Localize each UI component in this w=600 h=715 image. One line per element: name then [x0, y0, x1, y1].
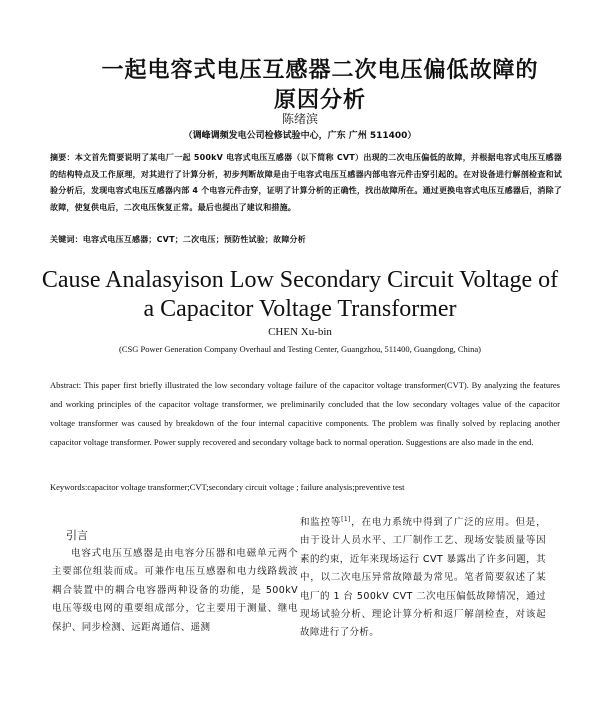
- right-column-text-start: 和监控等: [300, 517, 342, 528]
- english-affiliation: (CSG Power Generation Company Overhaul and Testing Center, Guangzhou, 511400, Guangdong, China): [119, 344, 481, 354]
- body-left-column: 电容式电压互感器是由电容分压器和电磁单元两个主要部位组装而成。可兼作电压互感器和电力线路载波耦合装置中的耦合电容器两种设备的功能，是 500kV 电压等级电网的重要组成部分，它主要用于测量、继电保护、同步检测、远距离通信、遥测: [52, 548, 298, 633]
- body-right-column: [300, 514, 546, 643]
- english-abstract-text: This paper first briefly illustrated the low secondary voltage failure of the capacitor voltage transformer(CVT). By analyzing the features and working principles of the capacitor voltage transformer, we preliminarily concluded that the low secondary voltages value of the capacitor voltage transformer was caused by breakdown of the four internal capacitive components. The problem was finally solved by replacing another capacitor voltage transformer. Power supply recovered and secondary voltage back to normal operation. Suggestions are also made in the end.: [50, 380, 560, 447]
- citation-ref: [1]: [341, 515, 351, 523]
- chinese-keywords-label: 关键词：: [50, 235, 83, 244]
- chinese-author: 陈绪滨: [281, 112, 318, 126]
- chinese-abstract-text: 本文首先简要说明了某电厂一起 500kV 电容式电压互感器（以下简称 CVT）出现的二次电压偏低的故障，并根据电容式电压互感器的结构特点及工作原理，对其进行了计算分析，初步判断故障是由于电容式电压互感器内部电容元件击穿引起的。在对设备进行解剖检查和试验分析后，发现电容式电压互感器内部 4 个电容元件击穿，证明了计算分析的正确性，找出故障所在。通过更换电容式电压互感器后，消除了故障，使复供电后，二次电压恢复正常。最后也提出了建议和措施。: [50, 153, 562, 212]
- english-title-line-1: Cause Analasyison Low Secondary Circuit Voltage of: [41, 267, 559, 293]
- chinese-affiliation: （调峰调频发电公司检修试验中心，广东 广州 511400）: [183, 131, 417, 141]
- english-title-line-2: a Capacitor Voltage Transformer: [143, 296, 457, 322]
- english-abstract: [50, 376, 560, 452]
- chinese-title-line-1: 一起电容式电压互感器二次电压偏低故障的: [101, 58, 539, 83]
- chinese-keywords-text: 电容式电压互感器；CVT；二次电压；预防性试验；故障分析: [82, 235, 306, 244]
- right-column-text-rest: ，在电力系统中得到了广泛的应用。但是，由于设计人员水平、工厂制作工艺、现场安装质量等因素的约束，近年来现场运行 CVT 暴露出了许多问题，其中，以二次电压异常故障最为常见。笔者简要叙述了某电厂的 1 台 500kV CVT 二次电压偏低故障情况，通过现场试验分析、理论计算分析和返厂解剖检查，对该起故障进行了分析。: [300, 517, 546, 639]
- chinese-abstract-label: 摘要：: [50, 153, 75, 162]
- section-heading-introduction: 引言: [66, 529, 88, 542]
- english-title: [20, 266, 580, 324]
- english-keywords: [50, 482, 570, 492]
- english-abstract-label: Abstract:: [50, 380, 82, 390]
- english-author: CHEN Xu-bin: [268, 326, 332, 338]
- chinese-keywords: [50, 234, 570, 245]
- chinese-title-line-2: 原因分析: [273, 88, 366, 113]
- english-keywords-label: Keywords:: [50, 482, 88, 492]
- chinese-abstract: [50, 150, 562, 216]
- english-keywords-text: capacitor voltage transformer;CVT;secondary circuit voltage ; failure analysis;preventive test: [87, 482, 405, 492]
